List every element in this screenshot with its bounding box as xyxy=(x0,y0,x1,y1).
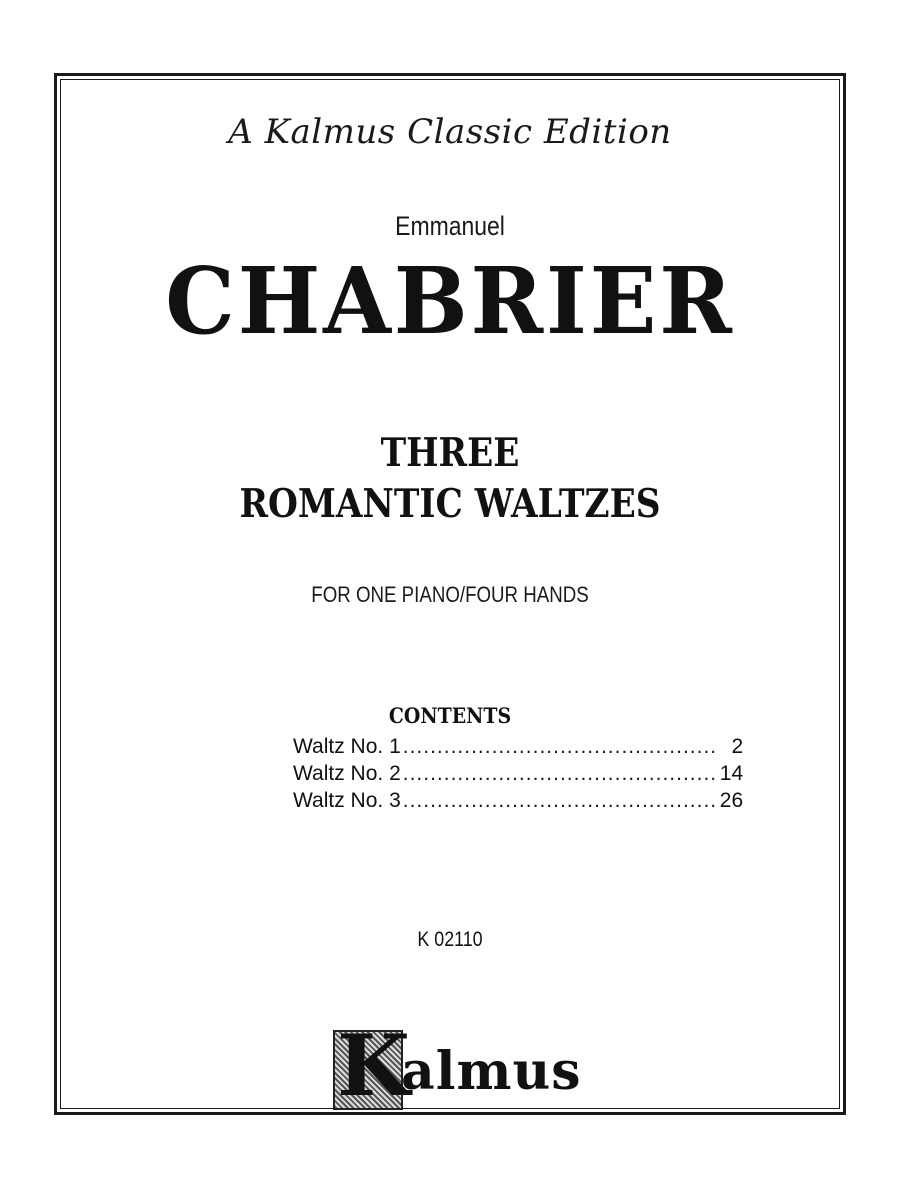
contents-item-page: 14 xyxy=(719,762,744,785)
instrumentation: FOR ONE PIANO/FOUR HANDS xyxy=(311,582,589,607)
dot-leader: .............................................. xyxy=(402,735,718,758)
contents-list xyxy=(293,733,744,814)
title-line-2: ROMANTIC WALTZES xyxy=(239,481,661,527)
contents-item-title: Waltz No. 3 xyxy=(293,789,401,812)
catalog-number: K 02110 xyxy=(417,928,483,951)
contents-item-page: 2 xyxy=(731,735,744,758)
composer-first-name: Emmanuel xyxy=(395,211,505,241)
composer-last-name: CHABRIER xyxy=(165,247,735,355)
kalmus-logo xyxy=(333,1016,582,1115)
title-line-1: THREE xyxy=(380,430,520,476)
logo-wordmark: almus xyxy=(401,1041,582,1102)
contents-item xyxy=(293,760,744,787)
dot-leader: .............................................. xyxy=(402,762,718,785)
logo-initial: K xyxy=(337,1016,411,1115)
contents-item xyxy=(293,733,744,760)
dot-leader: .............................................. xyxy=(402,789,718,812)
contents-item xyxy=(293,787,744,814)
contents-item-page: 26 xyxy=(719,789,744,812)
contents-heading: CONTENTS xyxy=(388,703,512,728)
contents-item-title: Waltz No. 2 xyxy=(293,762,401,785)
edition-line: A Kalmus Classic Edition xyxy=(228,112,672,152)
contents-item-title: Waltz No. 1 xyxy=(293,735,401,758)
